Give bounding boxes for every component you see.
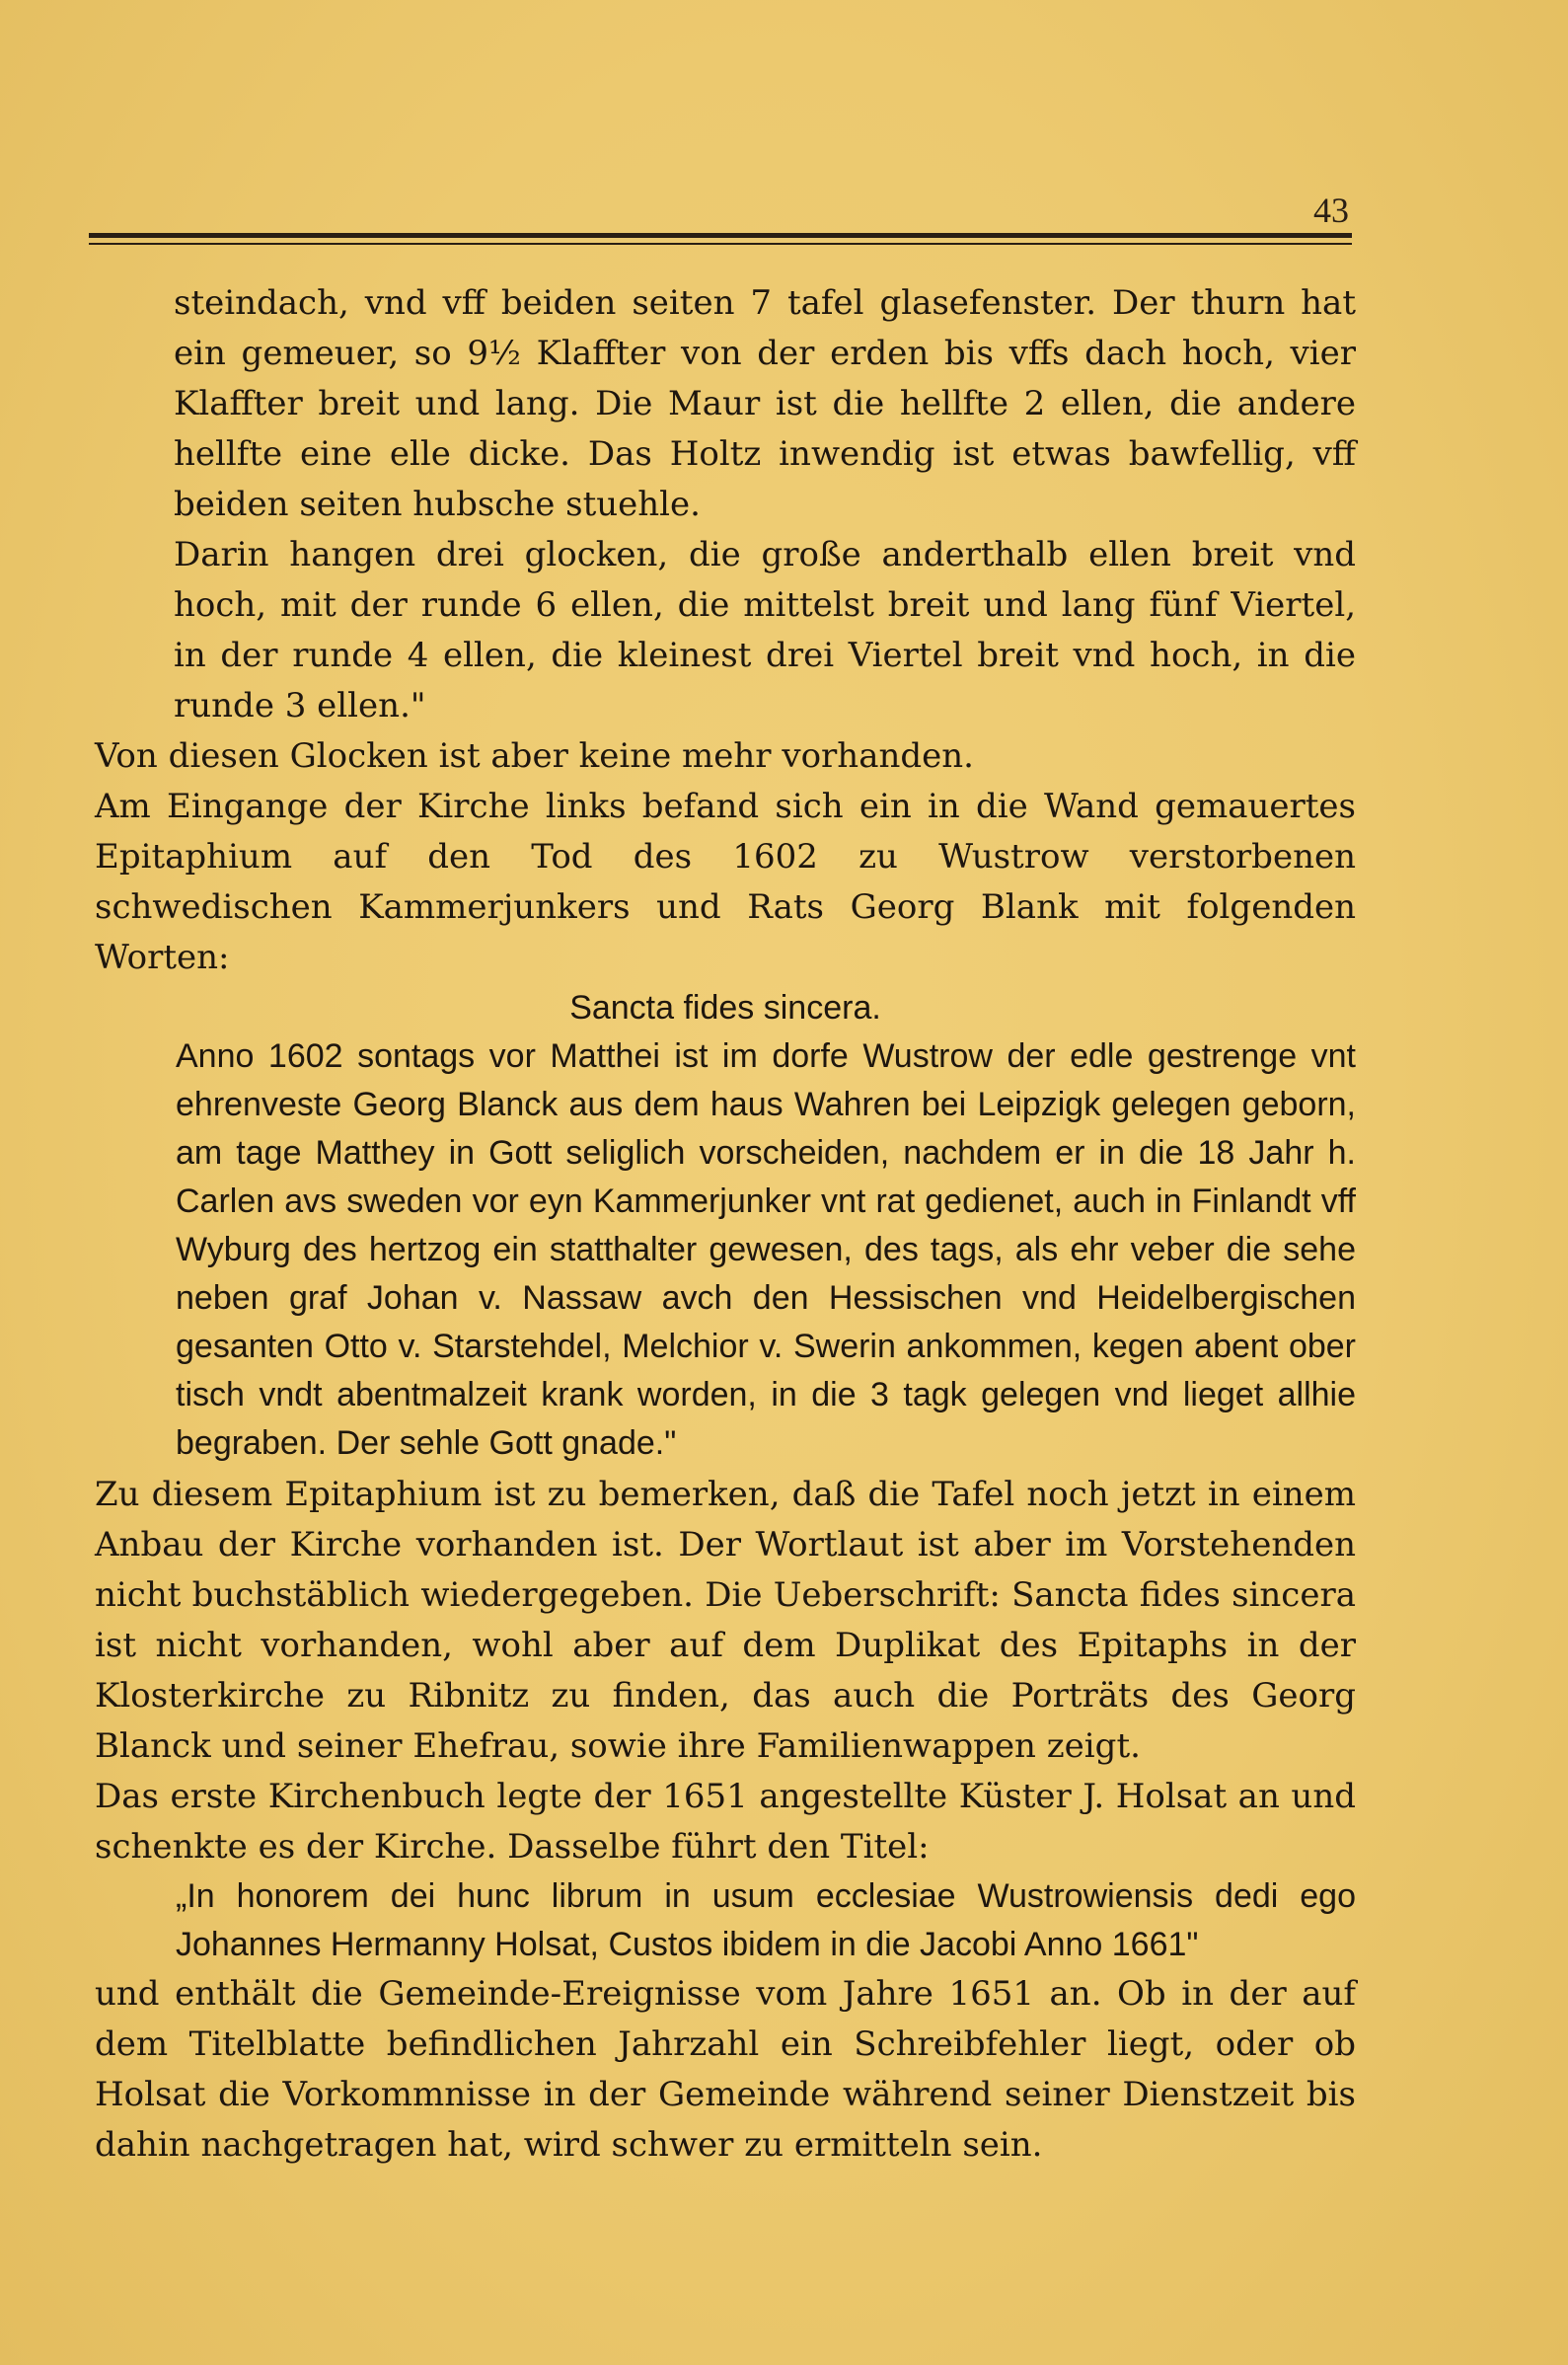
paragraph-church-book: Das erste Kirchenbuch legte der 1651 angestellte Küster J. Holsat an und schenkte es der Kirche. Dasselbe führt den Titel: <box>95 1777 1356 1867</box>
header-rule-thick <box>89 233 1352 238</box>
quote-paragraph-bells: Darin hangen drei glocken, die große anderthalb ellen breit vnd hoch, mit der runde 6 ellen, die mittelst breit und lang fünf Viertel, in der runde 4 ellen, die kleinest drei Viertel breit vnd hoch, in die runde 3 ellen." <box>174 535 1356 725</box>
paragraph-epitaph-remark: Zu diesem Epitaphium ist zu bemerken, daß die Tafel noch jetzt in einem Anbau der Kirche vorhanden ist. Der Wortlaut ist aber im Vorstehenden nicht buchstäblich wiedergegeben. Die Ueberschrift: Sancta fides sincera ist nicht vorhanden, wohl aber auf dem Duplikat des Epitaphs in der Klosterkirche zu Ribnitz zu finden, das auch die Porträts des Georg Blanck und seiner Ehefrau, sowie ihre Familienwappen zeigt. <box>95 1475 1356 1766</box>
inscription-body: Anno 1602 sontags vor Matthei ist im dorfe Wustrow der edle gestrenge vnt ehrenveste Georg Blanck aus dem haus Wahren bei Leipzigk gelegen geborn, am tage Matthey in Gott seliglich vorscheiden, nachdem er in die 18 Jahr h. Carlen avs sweden vor eyn Kammerjunker vnt rat gedienet, auch in Finlandt vff Wyburg des hertzog ein statthalter gewesen, des tags, als ehr veber die sehe neben graf Johan v. Nassaw avch den Hessischen vnd Heidelbergischen gesanten Otto v. Starstehdel, Melchior v. Swerin ankommen, kegen abent ober tisch vndt abentmalzeit krank worden, in die 3 tagk gelegen vnd lieget allhie begraben. Der sehle Gott gnade." <box>176 1037 1356 1462</box>
page-content <box>95 278 1356 2171</box>
paragraph-bells-missing: Von diesen Glocken ist aber keine mehr vorhanden. <box>95 736 974 776</box>
page-number: 43 <box>1313 191 1349 230</box>
paragraph-church-book-content: und enthält die Gemeinde-Ereignisse vom Jahre 1651 an. Ob in der auf dem Titelblatte befindlichen Jahrzahl ein Schreibfehler liegt, oder ob Holsat die Vorkommnisse in der Gemeinde während seiner Dienstzeit bis dahin nachgetragen hat, wird schwer zu ermitteln sein. <box>95 1974 1356 2165</box>
church-book-title: „In honorem dei hunc librum in usum ecclesiae Wustrowiensis dedi ego Johannes Hermanny Holsat, Custos ibidem in die Jacobi Anno 1661" <box>176 1877 1356 1963</box>
inscription-title: Sancta fides sincera. <box>569 989 881 1027</box>
header-rule-thin <box>89 243 1352 245</box>
quote-paragraph-tower: steindach, vnd vff beiden seiten 7 tafel glasefenster. Der thurn hat ein gemeuer, so 9½ Klaffter von der erden bis vffs dach hoch, vier Klaffter breit und lang. Die Maur ist die hellfte 2 ellen, die andere hellfte eine elle dicke. Das Holtz inwendig ist etwas bawfellig, vff beiden seiten hubsche stuehle. <box>174 283 1356 524</box>
paragraph-epitaph-intro: Am Eingange der Kirche links befand sich ein in die Wand gemauertes Epitaphium auf den Tod des 1602 zu Wustrow verstorbenen schwedischen Kammerjunkers und Rats Georg Blank mit folgenden Worten: <box>95 787 1356 977</box>
